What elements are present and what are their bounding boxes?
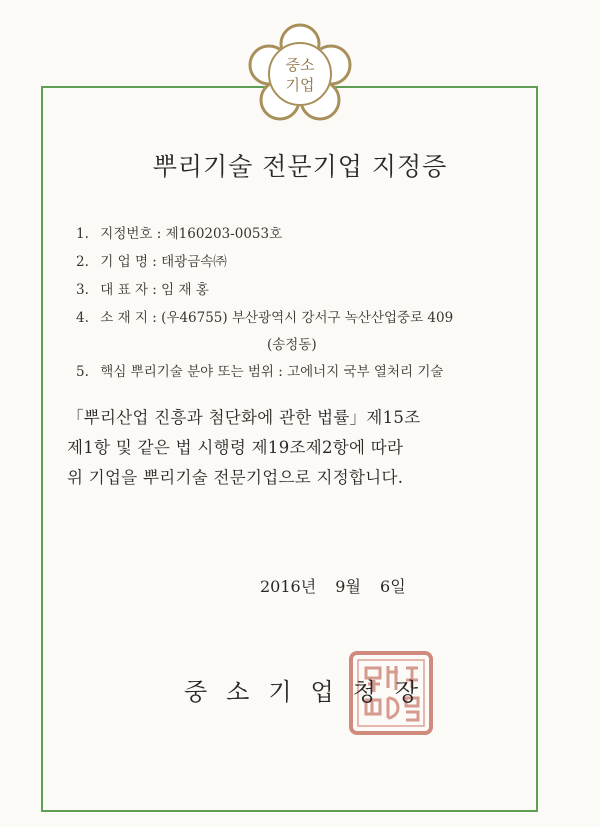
item-value: 제160203-0053호	[165, 226, 283, 242]
date-day: 6일	[380, 577, 406, 596]
item-number: 2.	[76, 254, 89, 270]
item-number: 1.	[76, 226, 89, 242]
item-number: 3.	[76, 282, 89, 298]
item-label: 지정번호 :	[100, 226, 162, 242]
item-label: 소 재 지 :	[100, 310, 157, 326]
emblem-text-top: 중소	[285, 56, 315, 74]
item-value: (우46755) 부산광역시 강서구 녹산산업중로 409	[161, 310, 454, 326]
item-label: 대 표 자 :	[100, 282, 157, 298]
issuer-name: 중소기업청장	[184, 678, 438, 706]
body-line-2: 제1항 및 같은 법 시행령 제19조제2항에 따라	[67, 438, 404, 457]
item-value: 임 재 홍	[161, 282, 209, 298]
certificate-title: 뿌리기술 전문기업 지정증	[152, 152, 448, 181]
item-value: 고에너지 국부 열처리 기술	[287, 364, 444, 380]
item-label: 핵심 뿌리기술 분야 또는 범위 :	[100, 364, 283, 380]
item-company-name	[76, 250, 227, 270]
body-line-1: 「뿌리산업 진흥과 첨단화에 관한 법률」제15조	[67, 408, 421, 427]
emblem-text-bottom: 기업	[285, 76, 315, 94]
item-value: 태광금속㈜	[161, 254, 227, 270]
issue-date	[260, 574, 420, 597]
date-year: 2016년	[260, 577, 317, 596]
item-designation-number	[76, 222, 282, 242]
item-number: 4.	[76, 310, 89, 326]
item-core-technology	[76, 360, 443, 380]
item-address-continued: (송정동)	[267, 337, 317, 353]
item-representative	[76, 278, 209, 298]
body-line-3: 위 기업을 뿌리기술 전문기업으로 지정합니다.	[67, 468, 404, 487]
sme-emblem-logo	[240, 18, 360, 128]
date-month: 9월	[335, 577, 361, 596]
item-address	[76, 306, 453, 326]
item-number: 5.	[76, 364, 89, 380]
item-label: 기 업 명 :	[100, 254, 157, 270]
